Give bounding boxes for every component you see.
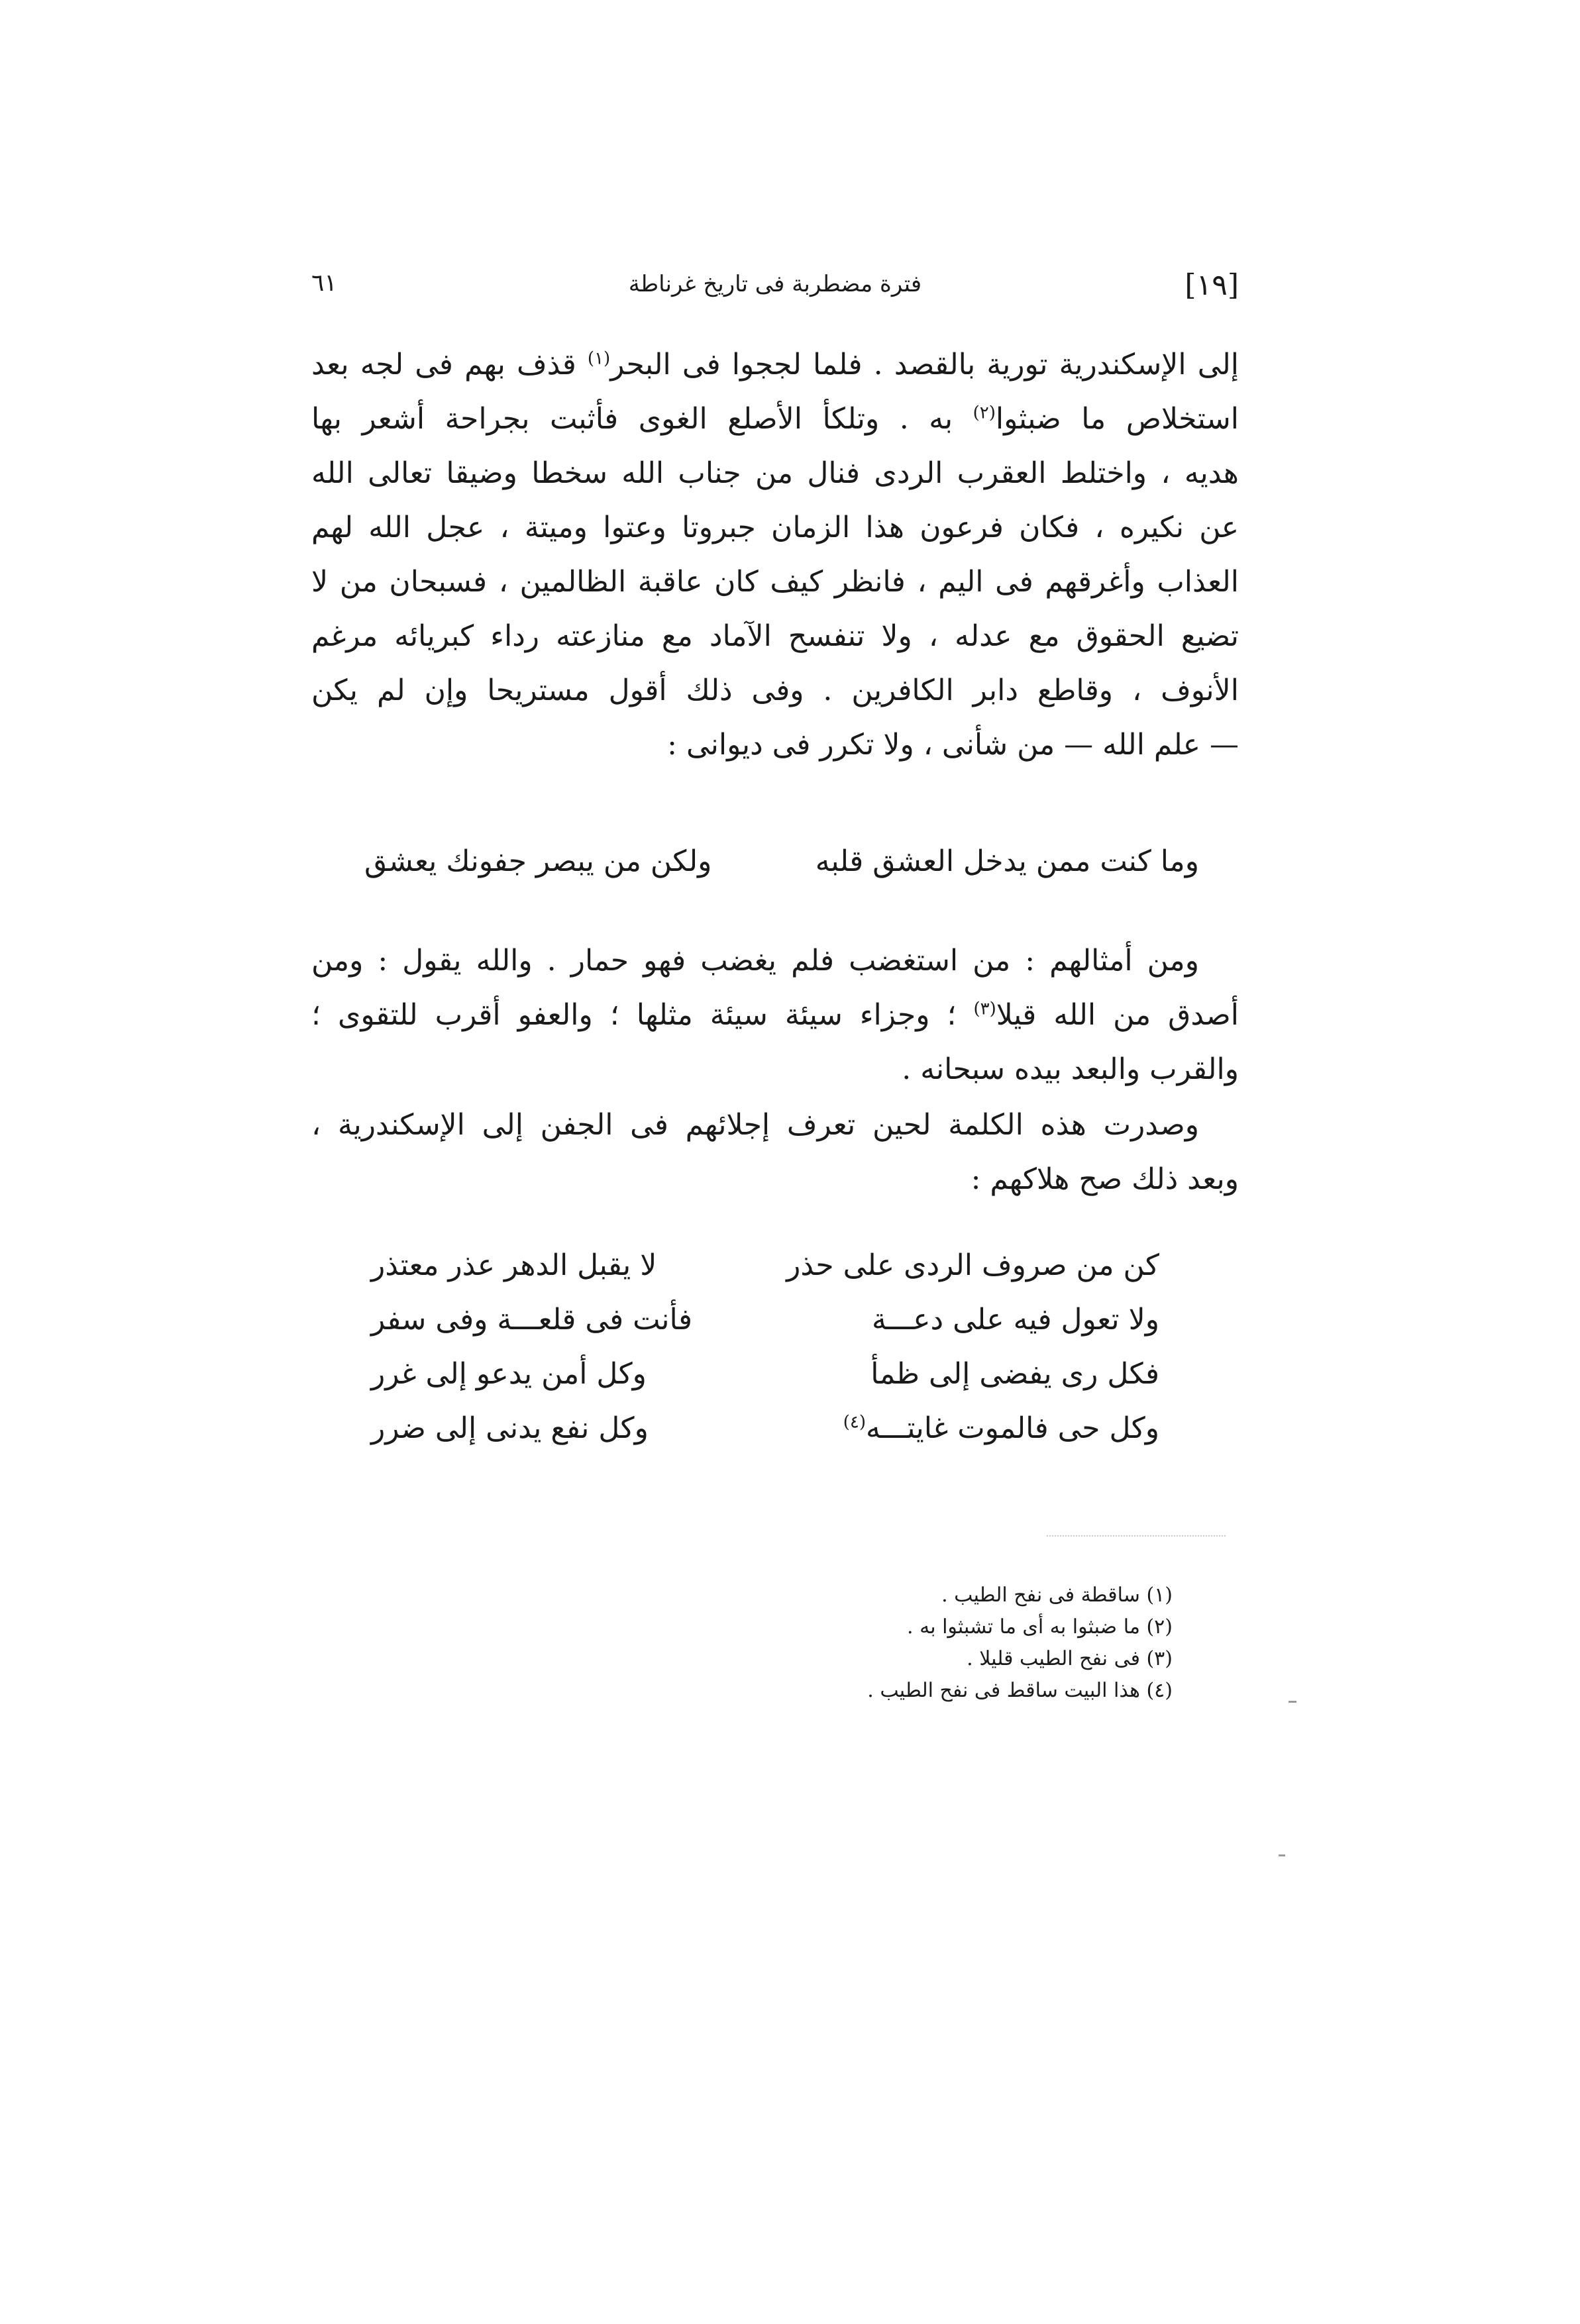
paragraph-1 xyxy=(311,338,1239,772)
footnotes xyxy=(596,1580,1173,1707)
verse-hemistich-right: كن من صروف الردى على حذر xyxy=(786,1248,1159,1282)
verse-hemistich-left: ولكن من يبصر جفونك يعشق xyxy=(364,844,712,878)
page-number: ٦١ xyxy=(311,270,337,297)
footnote-divider xyxy=(1047,1535,1226,1537)
text-line: وبعد ذلك صح هلاكهم : xyxy=(971,1162,1239,1196)
footnote-ref-1[interactable]: (١) xyxy=(587,348,611,369)
poem-verse xyxy=(311,1411,1239,1466)
verse-hemistich-right: وكل حى فالموت غايتـــه$^{(٤)}$ xyxy=(843,1411,1159,1445)
verse-hemistich-left: وكل نفع يدنى إلى ضرر xyxy=(371,1411,649,1445)
verse-hemistich-right: وما كنت ممن يدخل العشق قلبه xyxy=(815,844,1199,878)
poem-verse xyxy=(311,1248,1239,1303)
text-line: والقرب والبعد بيده سبحانه . xyxy=(902,1052,1239,1086)
running-title: فترة مضطربة فى تاريخ غرناطة xyxy=(628,271,922,297)
text-line: أصدق من الله قيلا$^{(٣)}$ ؛ وجزاء سيئة سيئة مثلها ؛ والعفو أقرب للتقوى ؛ xyxy=(311,998,1239,1032)
paragraph-3 xyxy=(311,1098,1239,1207)
poem xyxy=(311,1248,1239,1466)
verse-hemistich-left: فأنت فى قلعـــة وفى سفر xyxy=(371,1303,692,1337)
footnote: (٢) ما ضبثوا به أى ما تشبثوا به . xyxy=(907,1615,1173,1639)
footnote-ref-4[interactable]: (٤) xyxy=(843,1412,866,1433)
text-line: العذاب وأغرقهم فى اليم ، فانظر كيف كان عاقبة الظالمين ، فسبحان من لا xyxy=(311,565,1239,599)
running-header xyxy=(311,268,1239,315)
text-line: هديه ، واختلط العقرب الردى فنال من جناب الله سخطا وضيقا تعالى الله xyxy=(311,456,1239,490)
scan-speck xyxy=(1279,1854,1285,1856)
footnote-ref-2[interactable]: (٢) xyxy=(973,403,996,423)
footnote: (٣) فى نفح الطيب قليلا . xyxy=(967,1647,1173,1670)
footnote: (١) ساقطة فى نفح الطيب . xyxy=(941,1584,1173,1607)
text-line: — علم الله — من شأنى ، ولا تكرر فى ديوانى : xyxy=(667,728,1239,762)
text-line: الأنوف ، وقاطع دابر الكافرين . وفى ذلك أقول مستريحا وإن لم يكن xyxy=(311,674,1239,707)
poem-verse xyxy=(311,1357,1239,1411)
verse-hemistich-right: ولا تعول فيه على دعـــة xyxy=(872,1303,1159,1337)
text-line: إلى الإسكندرية تورية بالقصد . فلما لججوا فى البحر$^{(١)}$ قذف بهم فى لجه بعد xyxy=(311,348,1239,381)
text-line: عن نكيره ، فكان فرعون هذا الزمان جبروتا وعتوا وميتة ، عجل الله لهم xyxy=(311,511,1239,544)
poem-verse xyxy=(311,1303,1239,1357)
footnote-ref-3[interactable]: (٣) xyxy=(973,999,996,1019)
text-line: تضيع الحقوق مع عدله ، ولا تنفسح الآماد مع منازعته رداء كبريائه مرغم xyxy=(311,619,1239,653)
verse-hemistich-left: وكل أمن يدعو إلى غرر xyxy=(371,1357,647,1391)
scan-speck xyxy=(1289,1701,1296,1703)
section-number: [١٩] xyxy=(1185,268,1239,302)
text-line: وصدرت هذه الكلمة لحين تعرف إجلائهم فى الجفن إلى الإسكندرية ، xyxy=(311,1108,1199,1142)
verse-hemistich-left: لا يقبل الدهر عذر معتذر xyxy=(371,1248,657,1282)
verse-couplet xyxy=(311,844,1239,904)
paragraph-2 xyxy=(311,934,1239,1097)
text-line: ومن أمثالهم : من استغضب فلم يغضب فهو حمار . والله يقول : ومن xyxy=(311,944,1199,978)
footnote: (٤) هذا البيت ساقط فى نفح الطيب . xyxy=(867,1679,1173,1702)
verse-hemistich-right: فكل رى يفضى إلى ظمأ xyxy=(870,1357,1159,1391)
text-line: استخلاص ما ضبثوا$^{(٢)}$ به . وتلكأ الأصلع الغوى فأثبت بجراحة أشعر بها xyxy=(311,402,1239,436)
